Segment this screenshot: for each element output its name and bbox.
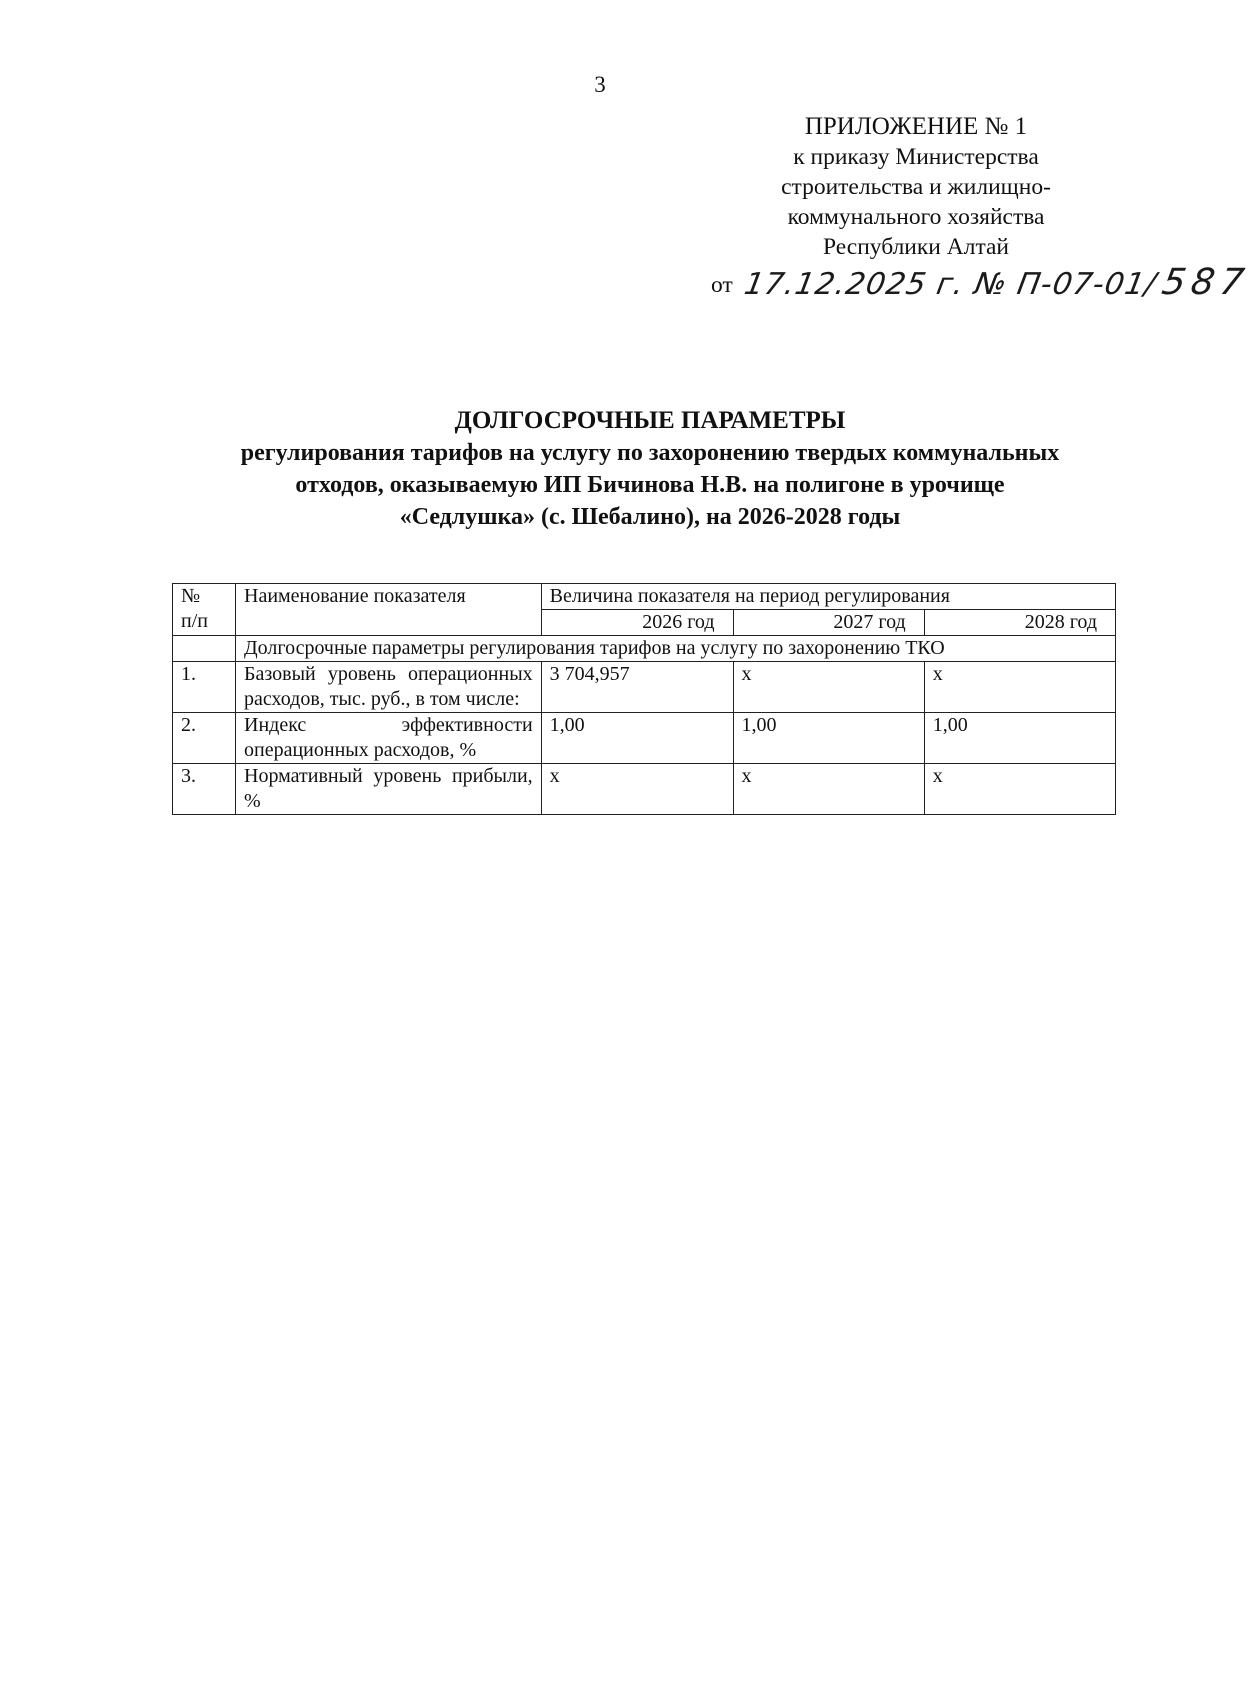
order-date-line — [711, 262, 1253, 312]
table-header-row — [173, 584, 1116, 610]
row-value: 1,00 — [924, 713, 1115, 764]
row-value: 1,00 — [541, 713, 733, 764]
row-num: 1. — [173, 662, 236, 713]
document-subtitle-line: «Седлушка» (с. Шебалино), на 2026-2028 годы — [399, 504, 901, 530]
approval-line: к приказу Министерства — [793, 144, 1039, 170]
row-value: х — [924, 764, 1115, 815]
row-num: 2. — [173, 713, 236, 764]
table-row — [173, 713, 1116, 764]
table-row — [173, 764, 1116, 815]
table-row — [173, 662, 1116, 713]
row-value: х — [733, 764, 924, 815]
handwritten-order-date — [741, 262, 1252, 303]
date-prefix: от — [711, 272, 733, 298]
document-subtitle-line: отходов, оказываемую ИП Бичинова Н.В. на полигоне в урочище — [295, 472, 1005, 498]
row-name: Нормативный уровень прибыли, % — [236, 764, 542, 815]
row-name: Базовый уровень операционных расходов, тыс. руб., в том числе: — [236, 662, 542, 713]
table-section-row — [173, 636, 1116, 662]
section-title: Долгосрочные параметры регулирования тарифов на услугу по захоронению ТКО — [236, 636, 1116, 662]
header-year: 2026 год — [541, 610, 733, 636]
document-heading — [170, 405, 1130, 533]
document-title: ДОЛГОСРОЧНЫЕ ПАРАМЕТРЫ — [454, 407, 846, 434]
header-name: Наименование показателя — [236, 584, 542, 636]
row-num: 3. — [173, 764, 236, 815]
handwritten-order-number: 587 — [1158, 262, 1253, 303]
document-subtitle-line: регулирования тарифов на услугу по захоронению твердых коммунальных — [240, 440, 1060, 466]
row-value: х — [924, 662, 1115, 713]
section-num-cell — [173, 636, 236, 662]
row-value: х — [541, 764, 733, 815]
header-value-group: Величина показателя на период регулирования — [541, 584, 1115, 610]
page-number: 3 — [594, 72, 606, 97]
row-value: х — [733, 662, 924, 713]
row-value: 1,00 — [733, 713, 924, 764]
header-year: 2028 год — [924, 610, 1115, 636]
header-year: 2027 год — [733, 610, 924, 636]
row-name: Индекс эффективности операционных расходов, % — [236, 713, 542, 764]
handwritten-date: 17.12.2025 г. № П-07-01/ — [741, 267, 1160, 302]
approval-block — [716, 112, 1116, 262]
appendix-title: ПРИЛОЖЕНИЕ № 1 — [804, 113, 1028, 140]
approval-line: строительства и жилищно- — [781, 174, 1051, 200]
header-num: № п/п — [173, 584, 236, 636]
row-value: 3 704,957 — [541, 662, 733, 713]
approval-line: коммунального хозяйства — [787, 204, 1045, 230]
parameters-table — [172, 583, 1116, 815]
approval-line: Республики Алтай — [822, 234, 1010, 260]
